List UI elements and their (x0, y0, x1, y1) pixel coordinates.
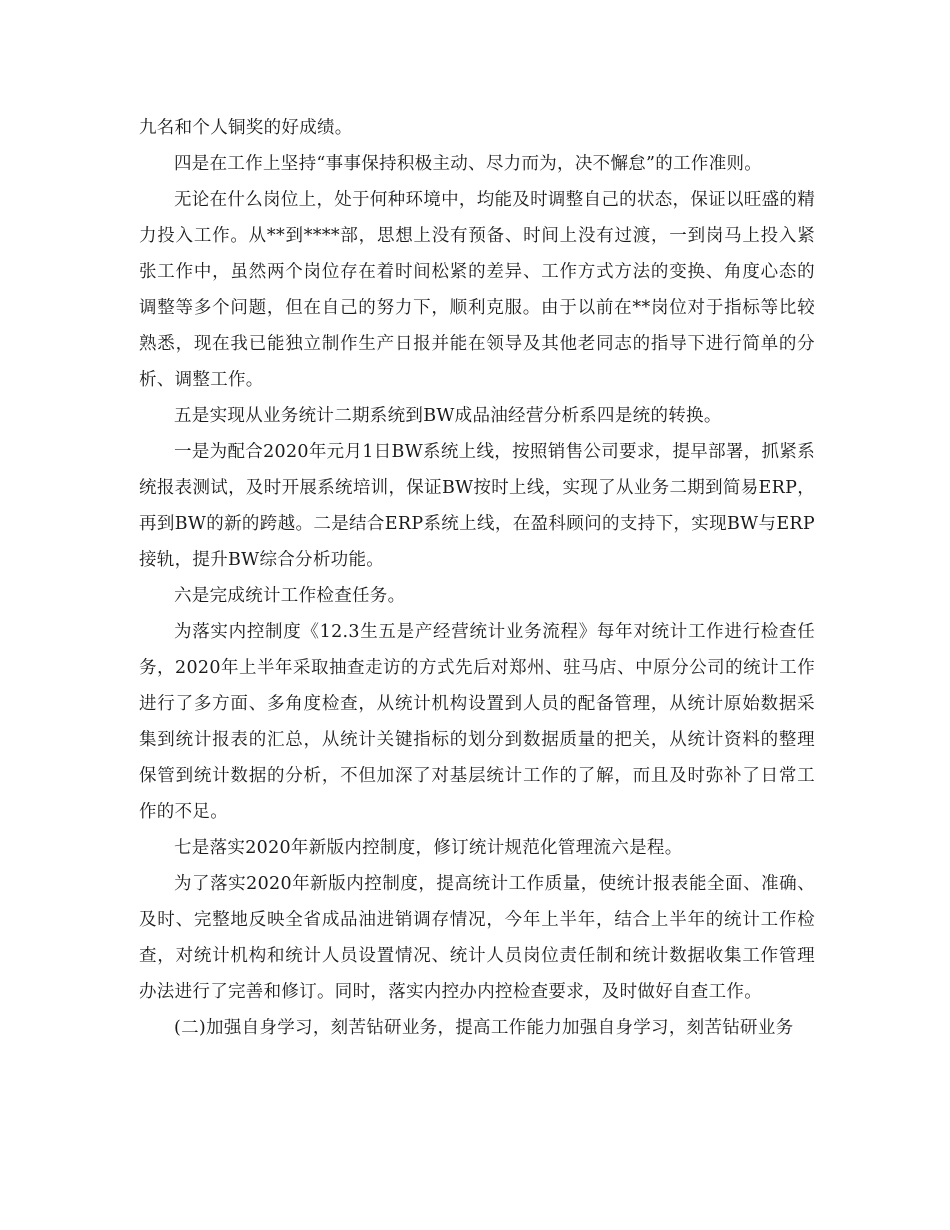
paragraph: 五是实现从业务统计二期系统到BW成品油经营分析系四是统的转换。 (174, 406, 722, 426)
paragraph: 一是为配合2020年元月1日BW系统上线，按照销售公司要求，提早部署，抓紧系统报表测试，及时开展系统培训，保证BW按时上线，实现了从业务二期到简易ERP，再到BW的新的跨越。二是结合ERP系统上线，在盈科顾问的支持下，实现BW与ERP接轨，提升BW综合分析功能。 (139, 442, 815, 570)
document-body (139, 110, 815, 1046)
paragraph: 七是落实2020年新版内控制度，修订统计规范化管理流六是程。 (174, 838, 683, 858)
paragraph: 六是完成统计工作检查任务。 (174, 586, 406, 606)
paragraph: 无论在什么岗位上，处于何种环境中，均能及时调整自己的状态，保证以旺盛的精力投入工作。从**到****部，思想上没有预备、时间上没有过渡，一到岗马上投入紧张工作中，虽然两个岗位存在着时间松紧的差异、工作方式方法的变换、角度心态的调整等多个问题，但在自己的努力下，顺利克服。由于以前在**岗位对于指标等比较熟悉，现在我已能独立制作生产日报并能在领导及其他老同志的指导下进行简单的分析、调整工作。 (139, 190, 815, 390)
paragraph: 为了落实2020年新版内控制度，提高统计工作质量，使统计报表能全面、准确、及时、完整地反映全省成品油进销调存情况，今年上半年，结合上半年的统计工作检查，对统计机构和统计人员设置情况、统计人员岗位责任制和统计数据收集工作管理办法进行了完善和修订。同时，落实内控办内控检查要求，及时做好自查工作。 (139, 874, 815, 1002)
paragraph: 为落实内控制度《12.3生五是产经营统计业务流程》每年对统计工作进行检查任务，2020年上半年采取抽查走访的方式先后对郑州、驻马店、中原分公司的统计工作进行了多方面、多角度检查，从统计机构设置到人员的配备管理，从统计原始数据采集到统计报表的汇总，从统计关键指标的划分到数据质量的把关，从统计资料的整理保管到统计数据的分析，不但加深了对基层统计工作的了解，而且及时弥补了日常工作的不足。 (139, 622, 815, 822)
paragraph: 四是在工作上坚持“事事保持积极主动、尽力而为，决不懈怠”的工作准则。 (174, 154, 763, 174)
paragraph: (二)加强自身学习，刻苦钻研业务，提高工作能力加强自身学习，刻苦钻研业务 (174, 1018, 794, 1038)
paragraph: 九名和个人铜奖的好成绩。 (139, 118, 353, 138)
